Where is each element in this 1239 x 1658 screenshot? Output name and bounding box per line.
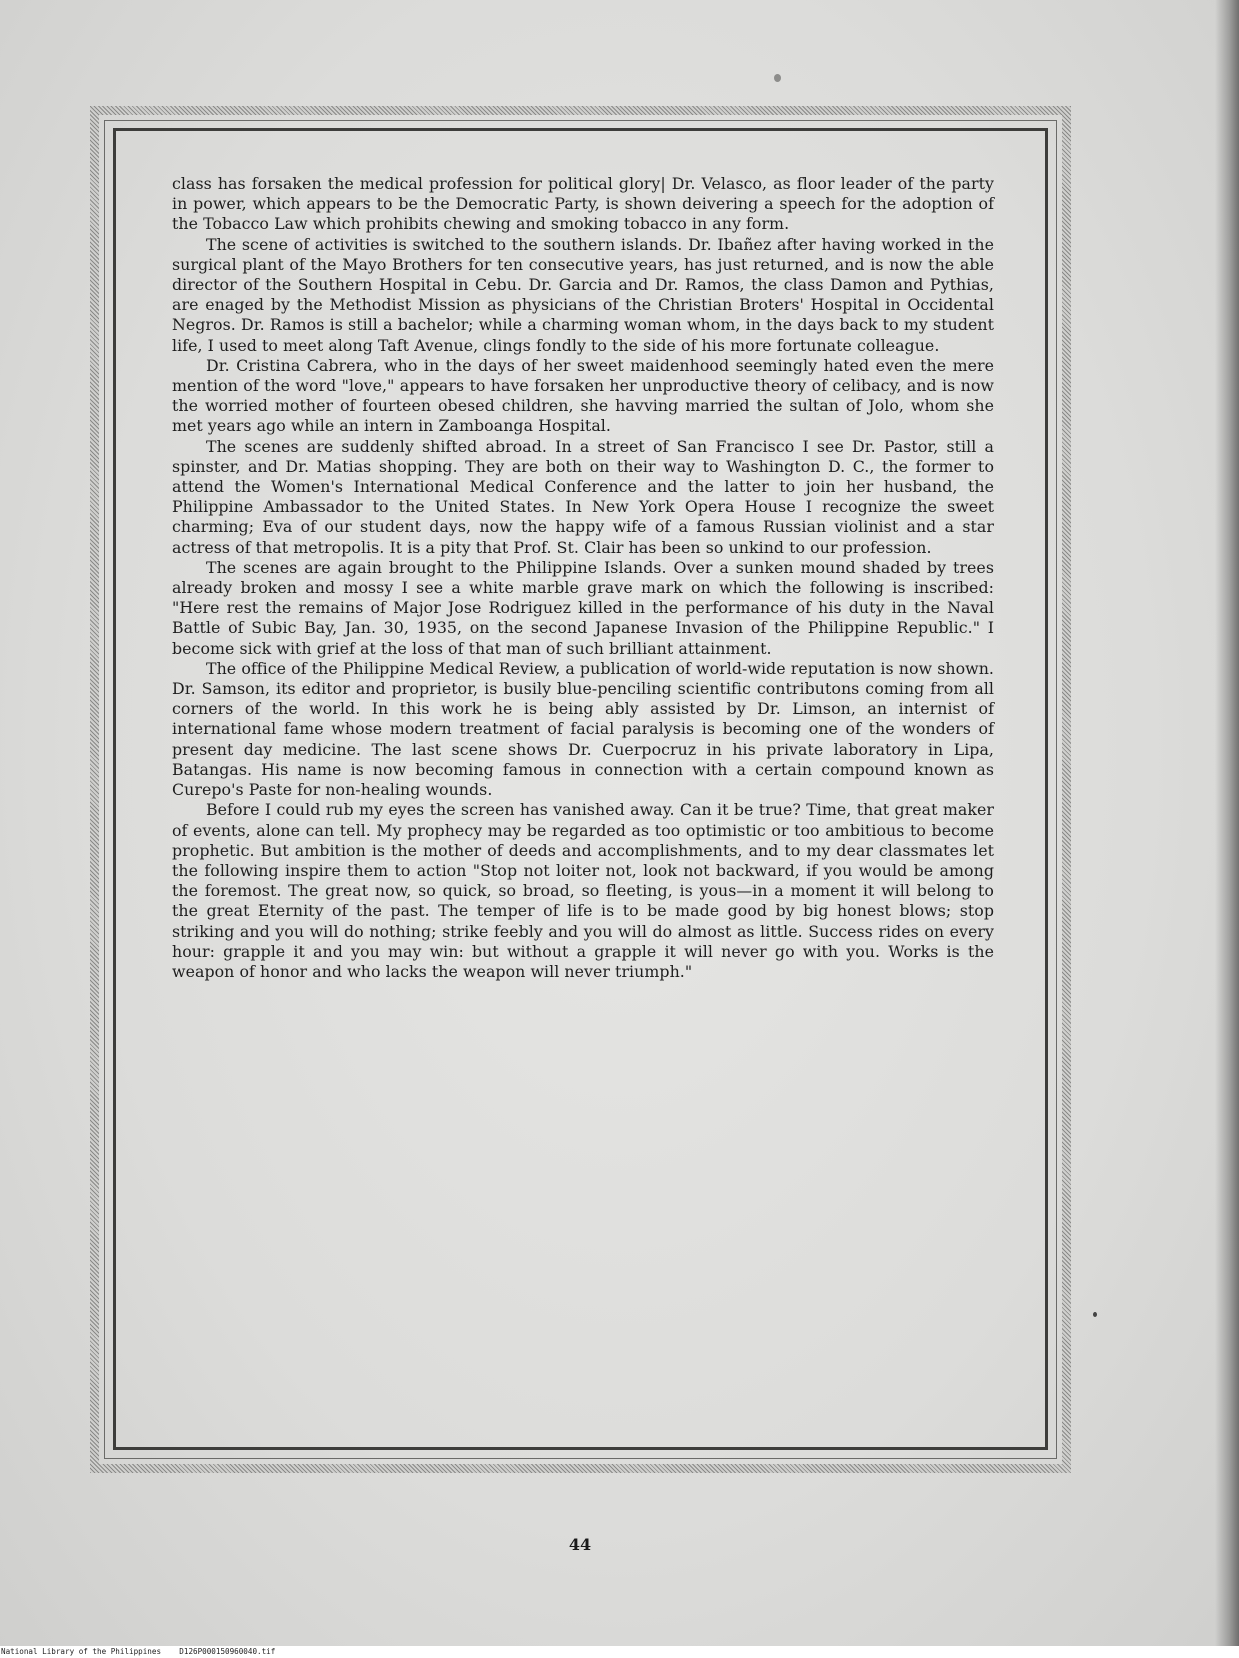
paragraph: class has forsaken the medical profession for political glory| Dr. Velasco, as floor leader of the party in power, which appears to be the Democratic Party, is shown deivering a speech for the adoption of the Tobacco Law which prohibits chewing and smoking tobacco in any form. — [172, 174, 994, 234]
paragraph: The scene of activities is switched to the southern islands. Dr. Ibañez after having worked in the surgical plant of the Mayo Brothers for ten consecutive years, has just returned, and is now the able director of the Southern Hospital in Cebu. Dr. Garcia and Dr. Ramos, the class Damon and Pythias, are enaged by the Methodist Mission as physicians of the Christian Broters' Hospital in Occidental Negros. Dr. Ramos is still a bachelor; while a charming woman whom, in the days back to my student life, I used to meet along Taft Avenue, clings fondly to the side of his more fortunate colleague. — [172, 234, 994, 355]
scan-source-caption: National Library of the Philippines D126P000150960040.tif — [1, 1647, 276, 1656]
body-text — [172, 174, 994, 982]
page-edge-shadow — [1215, 0, 1239, 1658]
paragraph: Dr. Cristina Cabrera, who in the days of her sweet maidenhood seemingly hated even the mere mention of the word "love," appears to have forsaken her unproductive theory of celibacy, and is now the worried mother of fourteen obesed children, she havving married the sultan of Jolo, whom she met years ago while an intern in Zamboanga Hospital. — [172, 355, 994, 436]
paragraph: The office of the Philippine Medical Review, a publication of world-wide reputation is now shown. Dr. Samson, its editor and proprietor, is busily blue-penciling scientific contributons coming from all corners of the world. In this work he is being ably assisted by Dr. Limson, an internist of international fame whose modern treatment of facial paralysis is becoming one of the wonders of present day medicine. The last scene shows Dr. Cuerpocruz in his private laboratory in Lipa, Batangas. His name is now becoming famous in connection with a certain compound known as Curepo's Paste for non-healing wounds. — [172, 658, 994, 800]
ink-speck — [774, 74, 781, 82]
paragraph: The scenes are suddenly shifted abroad. In a street of San Francisco I see Dr. Pastor, still a spinster, and Dr. Matias shopping. They are both on their way to Washington D. C., the former to attend the Women's International Medical Conference and the latter to join her husband, the Philippine Ambassador to the United States. In New York Opera House I recognize the sweet charming; Eva of our student days, now the happy wife of a famous Russian violinist and a star actress of that metropolis. It is a pity that Prof. St. Clair has been so unkind to our profession. — [172, 436, 994, 557]
scan-footer — [0, 1646, 1239, 1658]
ink-speck — [1093, 1312, 1097, 1317]
paragraph: The scenes are again brought to the Philippine Islands. Over a sunken mound shaded by trees already broken and mossy I see a white marble grave mark on which the following is inscribed: "Here rest the remains of Major Jose Rodriguez killed in the performance of his duty in the Naval Battle of Subic Bay, Jan. 30, 1935, on the second Japanese Invasion of the Philippine Republic." I become sick with grief at the loss of that man of such brilliant attainment. — [172, 557, 994, 658]
paragraph: Before I could rub my eyes the screen has vanished away. Can it be true? Time, that great maker of events, alone can tell. My prophecy may be regarded as too optimistic or too ambitious to become prophetic. But ambition is the mother of deeds and accomplishments, and to my dear classmates let the following inspire them to action "Stop not loiter not, look not backward, if you would be among the foremost. The great now, so quick, so broad, so fleeting, is yous—in a moment it will belong to the great Eternity of the past. The temper of life is to be made good by big honest blows; stop striking and you will do nothing; strike feebly and you will do almost as little. Success rides on every hour: grapple it and you may win: but without a grapple it will never go with you. Works is the weapon of honor and who lacks the weapon will never triumph." — [172, 800, 994, 981]
page-number: 44 — [568, 1535, 592, 1554]
